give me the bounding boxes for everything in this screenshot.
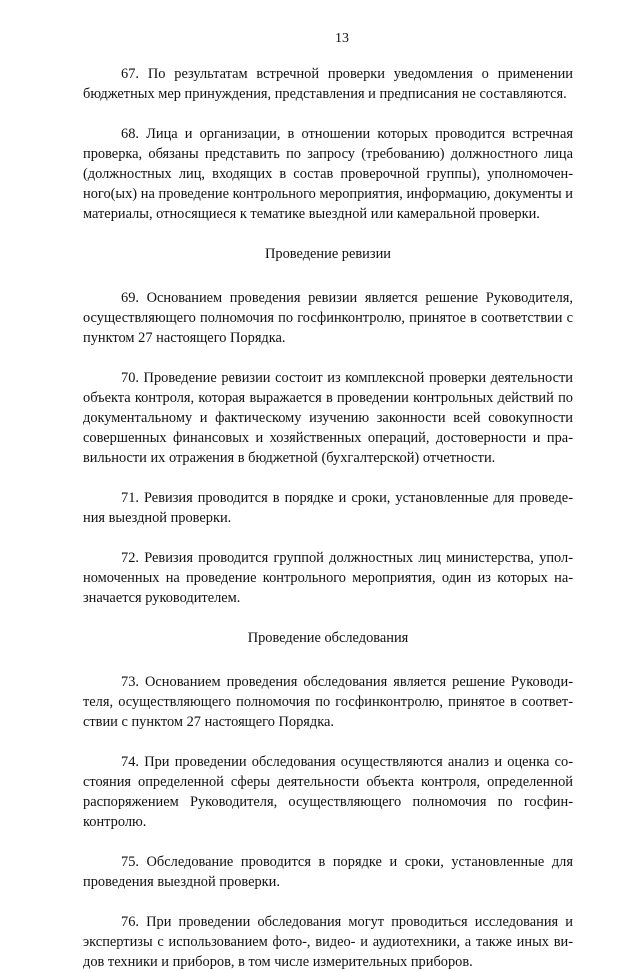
paragraph-68: 68. Лица и организации, в отношении которых проводится встречная проверка, обязаны представить по запросу (требованию) должностного лица (должностных лиц, входящих в состав проверочной группы), уполномочен-ного(ых) на проведение контрольного мероприятия, информацию, документы и материалы, относящиеся к тематике выездной или камеральной проверки. [83, 126, 573, 222]
paragraph-75: 75. Обследование проводится в порядке и сроки, установленные для проведения выездной проверки. [83, 854, 573, 890]
paragraph-70: 70. Проведение ревизии состоит из комплексной проверки деятельности объекта контроля, которая выражается в проведении контрольных действий по документальному и фактическому изучению законности всей совокупности совершенных финансовых и хозяйственных операций, достоверности и пра-вильности их отражения в бюджетной (бухгалтерской) отчетности. [83, 370, 573, 466]
paragraph-73: 73. Основанием проведения обследования является решение Руководи-теля, осуществляющего полномочия по госфинконтролю, принятое в соответ-ствии с пунктом 27 настоящего Порядка. [83, 674, 573, 730]
paragraph-69: 69. Основанием проведения ревизии является решение Руководителя, осуществляющего полномочия по госфинконтролю, принятое в соответствии с пунктом 27 настоящего Порядка. [83, 290, 573, 346]
page-number: 13 [335, 31, 349, 46]
section-heading-revision: Проведение ревизии [265, 246, 391, 262]
paragraph-74: 74. При проведении обследования осуществляются анализ и оценка со-стояния определенной сферы деятельности объекта контроля, определенной распоряжением Руководителя, осуществляющего полномочия по госфин-контролю. [83, 754, 573, 830]
paragraph-72: 72. Ревизия проводится группой должностных лиц министерства, упол-номоченных на проведение контрольного мероприятия, один из которых на-значается руководителем. [83, 550, 573, 606]
paragraph-67: 67. По результатам встречной проверки уведомления о применении бюджетных мер принуждения, представления и предписания не составляются. [83, 66, 573, 102]
paragraph-71: 71. Ревизия проводится в порядке и сроки, установленные для проведе-ния выездной проверки. [83, 490, 573, 526]
paragraph-76: 76. При проведении обследования могут проводиться исследования и экспертизы с использованием фото-, видео- и аудиотехники, а также иных ви-дов техники и приборов, в том числе измерительных приборов. [83, 914, 573, 970]
section-heading-inspection: Проведение обследования [247, 630, 409, 646]
